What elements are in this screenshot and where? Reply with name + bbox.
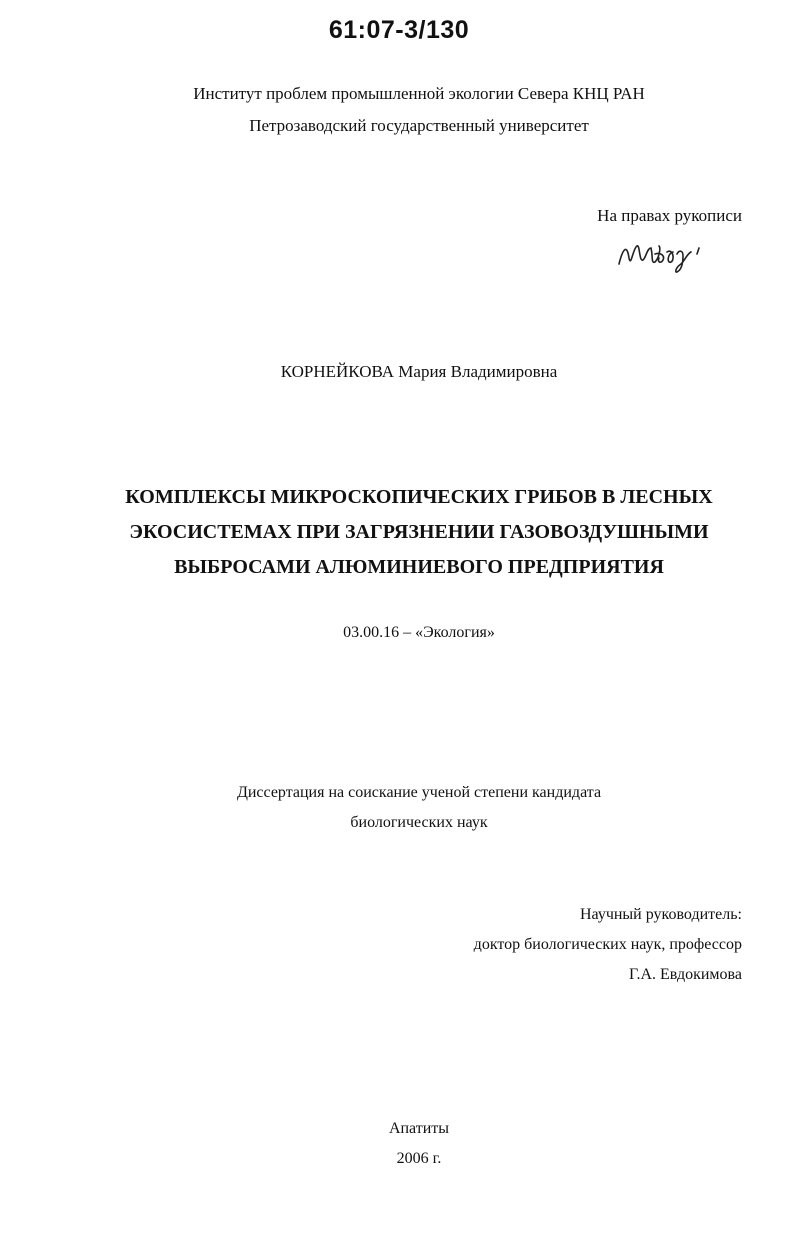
title-line: КОМПЛЕКСЫ МИКРОСКОПИЧЕСКИХ ГРИБОВ В ЛЕСНЫХ [125,486,713,508]
degree-line: Диссертация на соискание ученой степени кандидата [236,784,602,801]
advisor-credentials: доктор биологических наук, профессор [473,936,742,953]
place-and-year [0,1114,798,1174]
advisor-name: Г.А. Евдокимова [629,966,742,983]
degree-line: биологических наук [350,814,488,831]
catalog-number: 61:07-3/130 [328,16,470,44]
year: 2006 г. [396,1150,442,1167]
degree-statement [0,778,798,838]
specialty-code: 03.00.16 – «Экология» [343,624,495,641]
title-line: ВЫБРОСАМИ АЛЮМИНИЕВОГО ПРЕДПРИЯТИЯ [174,556,664,578]
scientific-advisor [474,900,742,990]
city: Апатиты [388,1120,450,1137]
dissertation-title [0,480,798,585]
institution-secondary: Петрозаводский государственный университет [249,116,589,135]
title-line: ЭКОСИСТЕМАХ ПРИ ЗАГРЯЗНЕНИИ ГАЗОВОЗДУШНЫМИ [129,521,709,543]
advisor-label: Научный руководитель: [579,906,742,923]
institution-primary: Институт проблем промышленной экологии Севера КНЦ РАН [193,84,645,103]
manuscript-rights-note: На правах рукописи [597,206,742,225]
author-name: КОРНЕЙКОВА Мария Владимировна [280,362,558,381]
handwritten-signature [615,238,725,274]
